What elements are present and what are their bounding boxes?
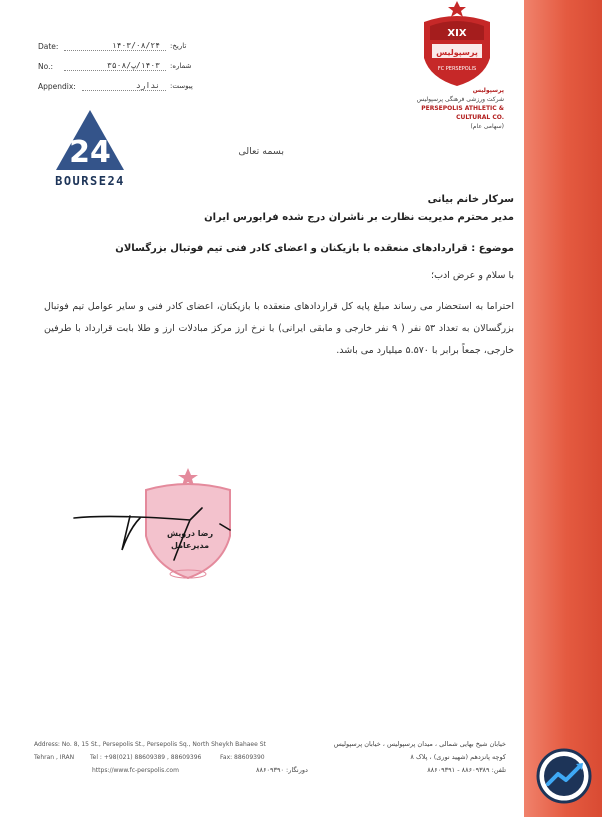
company-short-name: پرسپولیس [472,87,504,94]
appendix-row [38,76,193,96]
address-fa-line1: خیابان شیخ بهایی شمالی ، میدان پرسپولیس ، خیابان پرسپولیس [333,740,506,748]
fax-fa: دورنگار: ۸۸۶۰۹۳۹۰ [256,766,308,774]
appendix-label-fa: پیوست: [170,82,193,90]
fax-en: Fax: 88609390 [220,754,265,761]
address-en: Address: No. 8, 15 St., Persepolis St., Persepolis Sq., North Sheykh Bahaee St [34,741,266,748]
svg-text:24: 24 [69,135,111,170]
company-full-name: شرکت ورزشی فرهنگی پرسپولیس [416,96,504,103]
tel-fa: تلفن: ۸۸۶۰۹۳۸۹ - ۸۸۶۰۹۳۹۱ [427,766,506,774]
bourse24-logo-icon [54,108,126,172]
date-label: Date: [38,41,59,51]
svg-text:پرسپولیس: پرسپولیس [436,48,478,57]
basmala: بسمه تعالی [238,146,284,157]
side-stripe [524,0,602,817]
persepolis-logo [412,0,502,92]
handwritten-signature-icon [70,500,250,570]
recipient-title: مدیر محترم مدیریت نظارت بر ناشران درج شده فرابورس ایران [204,212,514,223]
persepolis-emblem-icon [414,0,500,88]
company-type: (سهامی عام) [470,123,504,130]
appendix-label: Appendix: [38,81,76,91]
company-name-block [400,86,504,131]
company-english-name: PERSEPOLIS ATHLETIC & CULTURAL CO. [421,105,504,121]
recipient-name: سرکار خانم بیانی [427,194,514,205]
number-label-fa: شماره: [170,62,192,70]
bourse24-text: BOURSE24 [55,174,125,188]
number-row [38,56,193,76]
date-row [38,36,193,56]
number-value: ۱۴۰۳/پ/۳۵۰۸ [107,60,160,70]
letter-subject: موضوع : قراردادهای منعقده با بازیکنان و اعضای کادر فنی تیم فوتبال بزرگسالان [115,243,514,254]
tel-en: Tel : +98(021) 88609389 , 88609396 [90,754,202,761]
footer-english [34,738,266,777]
address-fa-line2: کوچه پانزدهم (شهید نوری) ، پلاک ۸ [410,753,506,761]
date-label-fa: تاریخ: [170,42,187,50]
number-label: No.: [38,61,53,71]
svg-text:FC PERSEPOLIS: FC PERSEPOLIS [437,66,477,72]
letter-meta [38,36,193,96]
corner-chart-logo-icon [536,748,592,804]
letter-body: احتراما به استحضار می رساند مبلغ پایه کل قراردادهای منعقده با بازیکنان، اعضای کادر فنی و سایر عوامل تیم فوتبال بزرگسالان به تعداد ۵۳ نفر ( ۹ نفر خارجی و مابقی ایرانی) با نرخ ارز مرکز مبادلات ارز و طلا بابت قرارداد با طرفین خارجی، جمعاً برابر با ۵.۵۷۰ میلیارد می باشد. [44,301,515,356]
bourse24-watermark [50,108,130,188]
website-link[interactable]: https://www.fc-perspolis.com [92,767,179,774]
footer-persian [256,738,506,777]
signatory-title: مدیرعامل [170,541,210,550]
appendix-value: ندارد [135,80,160,90]
signatory-name: رضا درویش [166,529,214,538]
date-value: ۱۴۰۳/۰۸/۲۴ [111,40,160,50]
greeting: با سلام و عرض ادب؛ [431,270,514,281]
city-en: Tehran , IRAN [34,754,75,761]
svg-text:XIX: XIX [447,28,467,39]
